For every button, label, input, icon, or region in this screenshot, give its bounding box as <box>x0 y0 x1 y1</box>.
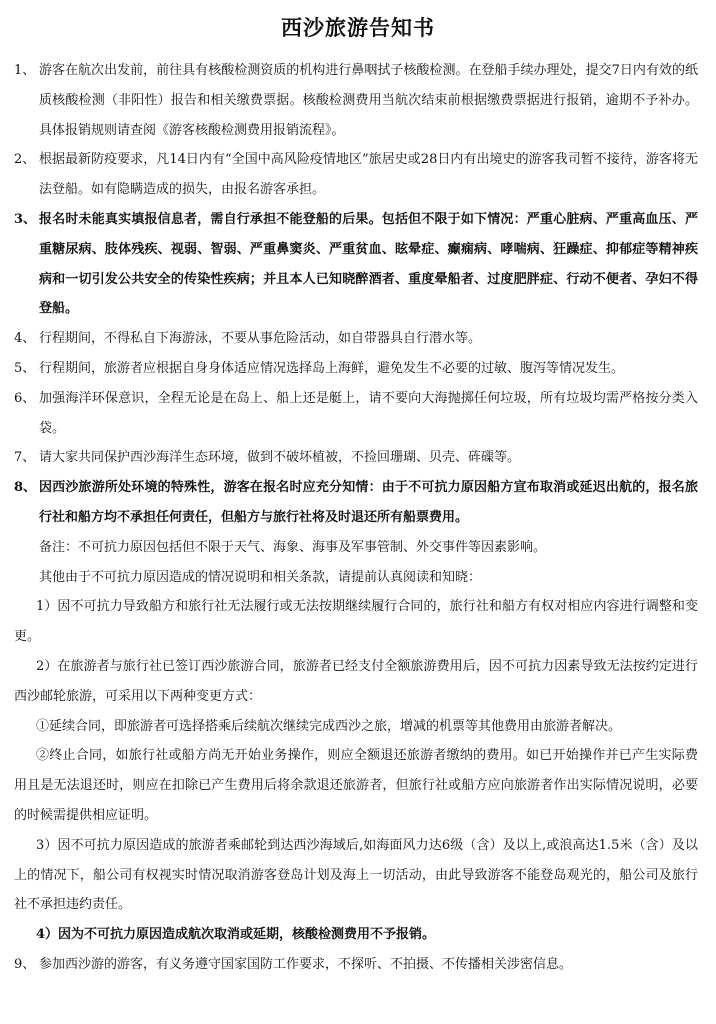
item-text: 因西沙旅游所处环境的特殊性，游客在报名时应充分知情：由于不可抗力原因船方宣布取消或延迟出航的，报名旅行社和船方均不承担任何责任，但船方与旅行社将及时退还所有船票费用。 <box>39 480 698 525</box>
item-number: 1、 <box>14 63 36 78</box>
notice-item-5 <box>14 354 698 384</box>
note-paragraph: 备注：不可抗力原因包括但不限于天气、海象、海事及军事管制、外交事件等因素影响。 <box>39 539 547 555</box>
clause-2: 2）在旅游者与旅行社已签订西沙旅游合同，旅游者已经支付全额旅游费用后，因不可抗力因素导致无法按约定进行西沙邮轮旅游，可采用以下两种变更方式： <box>14 658 698 704</box>
item-number: 5、 <box>14 360 36 376</box>
item-number: 3、 <box>14 211 37 227</box>
item-text: 报名时未能真实填报信息者，需自行承担不能登船的后果。包括但不限于如下情况：严重心脏病、严重高血压、严重糖尿病、肢体残疾、视弱、智弱、严重鼻窦炎、严重贫血、眩晕症、癫痫病、哮喘病、狂躁症、抑郁症等精神疾病和一切引发公共安全的传染性疾病；并且本人已知晓醉酒者、重度晕船者、过度肥胖症、行动不便者、孕妇不得登船。 <box>39 211 698 317</box>
notice-item-6 <box>14 384 698 444</box>
item-text: 行程期间，不得私自下海游泳，不要从事危险活动，如自带器具自行潜水等。 <box>39 331 482 347</box>
item-text: 行程期间，旅游者应根据自身身体适应情况选择岛上海鲜，避免发生不必要的过敏、腹泻等情况发生。 <box>39 360 625 376</box>
option-1: ①延续合同，即旅游者可选择搭乘后续航次继续完成西沙之旅，增减的机票等其他费用由旅游者解决。 <box>36 718 622 734</box>
item-number: 2、 <box>14 152 36 168</box>
item-number: 6、 <box>14 390 36 406</box>
item-number: 9、 <box>14 956 36 972</box>
other-intro-paragraph: 其他由于不可抗力原因造成的情况说明和相关条款，请提前认真阅读和知晓： <box>39 569 482 585</box>
document-title: 西沙旅游告知书 <box>281 15 435 40</box>
notice-body <box>14 56 698 980</box>
item-number: 7、 <box>14 450 36 466</box>
item-text: 根据最新防疫要求，凡14日内有“全国中高风险疫情地区”旅居史或28日内有出境史的游客我司暂不接待，游客将无法登船。如有隐瞒造成的损失，由报名游客承担。 <box>39 152 698 198</box>
clause-3: 3）因不可抗力原因造成的旅游者乘邮轮到达西沙海域后,如海面风力达6级（含）及以上,或浪高达1.5米（含）及以上的情况下，船公司有权视实时情况取消游客登岛计划及海上一切活动，由此导致游客不能登岛观光的，船公司及旅行社不承担违约责任。 <box>14 837 698 913</box>
notice-item-3 <box>14 205 698 324</box>
clause-1: 1）因不可抗力导致船方和旅行社无法履行或无法按期继续履行合同的，旅行社和船方有权对相应内容进行调整和变更。 <box>14 599 698 645</box>
notice-item-1 <box>14 56 698 145</box>
item-number: 4、 <box>14 331 36 347</box>
notice-item-8 <box>14 473 698 533</box>
option-2: ②终止合同，如旅行社或船方尚无开始业务操作，则应全额退还旅游者缴纳的费用。如已开始操作并已产生实际费用且是无法退还时，则应在扣除已产生费用后将余款退还旅游者，但旅行社或船方应向旅游者作出实际情况说明，必要的时候需提供相应证明。 <box>14 748 698 823</box>
item-text: 游客在航次出发前，前往具有核酸检测资质的机构进行鼻咽拭子核酸检测。在登船手续办理处，提交7日内有效的纸质核酸检测（非阳性）报告和相关缴费票据。核酸检测费用当航次结束前根据缴费票据进行报销，逾期不予补办。具体报销规则请查阅《游客核酸检测费用报销流程》。 <box>39 63 698 138</box>
notice-item-7 <box>14 443 698 473</box>
clause-4: 4）因为不可抗力原因造成航次取消或延期，核酸检测费用不予报销。 <box>36 927 436 943</box>
notice-item-2 <box>14 145 698 205</box>
notice-item-9 <box>14 950 698 980</box>
item-number: 8、 <box>14 480 37 496</box>
item-text: 参加西沙游的游客，有义务遵守国家国防工作要求，不探听、不拍摄、不传播相关涉密信息。 <box>39 956 573 972</box>
notice-item-4 <box>14 324 698 354</box>
item-text: 加强海洋环保意识，全程无论是在岛上、船上还是艇上，请不要向大海抛掷任何垃圾，所有垃圾均需严格按分类入袋。 <box>39 390 698 436</box>
item-text: 请大家共同保护西沙海洋生态环境，做到不破坏植被，不捡回珊瑚、贝壳、砗磲等。 <box>39 450 521 466</box>
